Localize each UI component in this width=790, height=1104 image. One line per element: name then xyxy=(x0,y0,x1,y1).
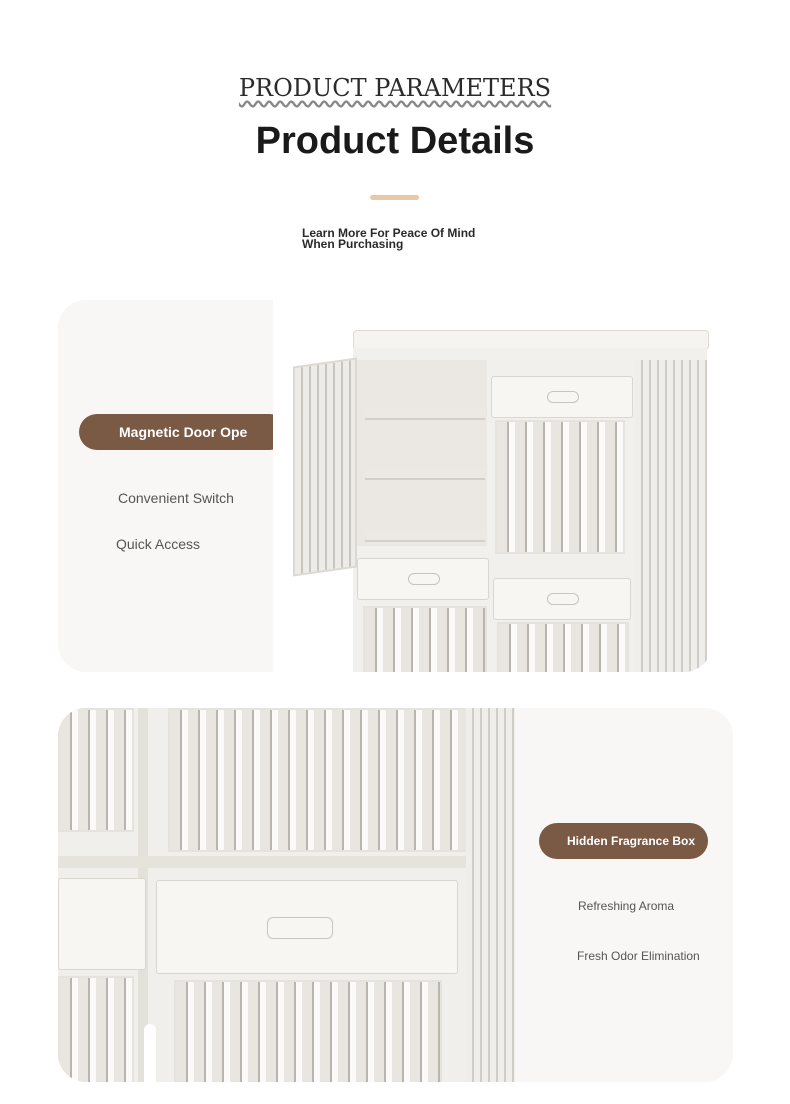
feature-panel-fragrance-box xyxy=(58,708,733,1082)
cabinet-image xyxy=(273,300,712,672)
feature-text-refreshing-aroma: Refreshing Aroma xyxy=(578,899,675,913)
feature-text-quick-access: Quick Access xyxy=(116,536,201,552)
accent-divider xyxy=(370,195,419,200)
header xyxy=(0,0,790,270)
feature-pill-magnetic-door: Magnetic Door Ope xyxy=(79,414,288,450)
subtitle-line-2: When Purchasing xyxy=(302,237,404,251)
eyebrow-heading: PRODUCT PARAMETERS xyxy=(238,74,552,102)
subtitle xyxy=(302,228,502,250)
cabinet-closeup-image xyxy=(58,708,515,1082)
subtitle-line-1: Learn More For Peace Of Mind xyxy=(302,226,476,240)
feature-text-odor-elimination: Fresh Odor Elimination xyxy=(577,949,700,963)
feature-text-convenient-switch: Convenient Switch xyxy=(118,490,234,506)
feature-pill-fragrance-box: Hidden Fragrance Box xyxy=(539,823,708,859)
page-title: Product Details xyxy=(255,120,535,162)
feature-panel-magnetic-door xyxy=(58,300,712,672)
